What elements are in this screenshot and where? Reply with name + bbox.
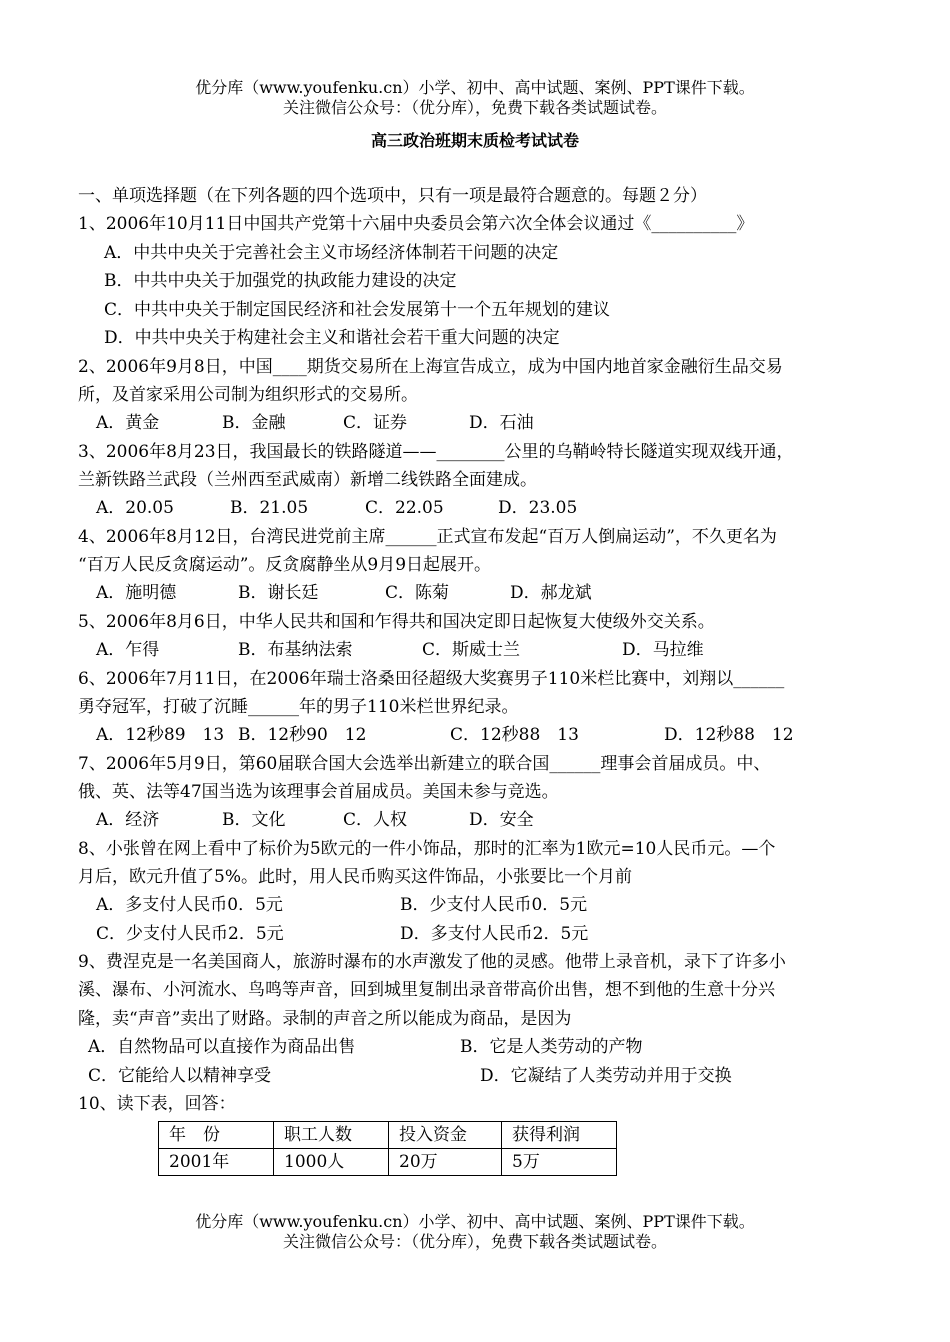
question-6-option-a: A．12秒89 13 [96,725,225,745]
question-1-option-d: D．中共中央关于构建社会主义和谐社会若干重大问题的决定 [104,328,560,348]
question-6-line-1: 6、2006年7月11日，在2006年瑞士洛桑田径超级大奖赛男子110米栏比赛中，刘翔以______ [78,669,785,689]
question-3-option-c: C．22.05 [365,498,444,518]
question-8-line-1: 8、小张曾在网上看中了标价为5欧元的一件小饰品，那时的汇率为1欧元=10人民币元。—个 [78,839,776,859]
table-header-row [159,1122,617,1149]
question-4-option-a: A．施明德 [96,583,177,603]
question-6-option-d: D．12秒88 12 [664,725,794,745]
table-row [159,1149,617,1176]
footer-line-1: 优分库（www.youfenku.cn）小学、初中、高中试题、案例、PPT课件下载。 [195,1212,755,1231]
question-7-option-d: D．安全 [469,810,534,830]
data-table [158,1121,617,1176]
question-3-option-d: D．23.05 [498,498,578,518]
question-7-option-b: B．文化 [222,810,286,830]
page-title: 高三政治班期末质检考试试卷 [370,131,579,150]
table-header-cell: 获得利润 [502,1122,617,1149]
question-9-option-c: C．它能给人以精神享受 [88,1066,272,1086]
question-8-option-a: A．多支付人民币0．5元 [96,895,283,915]
question-9-line-2: 溪、瀑布、小河流水、鸟鸣等声音，回到城里复制出录音带高价出售，想不到他的生意十分兴 [78,980,775,1000]
question-8-option-d: D．多支付人民币2．5元 [400,924,589,944]
question-10-stem: 10、读下表，回答： [78,1094,236,1114]
question-4-line-2: “百万人民反贪腐运动”。反贪腐静坐从9月9日起展开。 [78,555,492,575]
footer-line-2: 关注微信公众号：（优分库），免费下载各类试题试卷。 [282,1232,667,1251]
question-4-option-d: D．郝龙斌 [510,583,592,603]
table-header-cell: 职工人数 [274,1122,389,1149]
question-5-option-b: B．布基纳法索 [238,640,353,660]
question-9-line-3: 隆，卖“声音”卖出了财路。录制的声音之所以能成为商品，是因为 [78,1009,572,1029]
question-7-line-1: 7、2006年5月9日，第60届联合国大会选举出新建立的联合国______理事会首届成员。中、 [78,754,771,774]
question-1-option-c: C．中共中央关于制定国民经济和社会发展第十一个五年规划的建议 [104,300,611,320]
question-9-option-a: A．自然物品可以直接作为商品出售 [88,1037,356,1057]
question-5-option-c: C．斯威士兰 [422,640,521,660]
question-3-line-1: 3、2006年8月23日，我国最长的铁路隧道——________公里的乌鞘岭特长隧道实现双线开通， [78,442,794,462]
question-4-line-1: 4、2006年8月12日，台湾民进党前主席______正式宣布发起“百万人倒扁运动”，不久更名为 [78,527,777,547]
table-header-cell: 年 份 [159,1122,274,1149]
question-5-option-d: D．马拉维 [622,640,704,660]
question-9-option-d: D．它凝结了人类劳动并用于交换 [480,1066,732,1086]
question-7-option-c: C．人权 [343,810,408,830]
question-1-stem: 1、2006年10月11日中国共产党第十六届中央委员会第六次全体会议通过《__________》 [78,214,754,234]
question-2-option-a: A．黄金 [96,413,160,433]
question-5-stem: 5、2006年8月6日，中华人民共和国和乍得共和国决定即日起恢复大使级外交关系。 [78,612,715,632]
question-8-option-b: B．少支付人民币0．5元 [400,895,588,915]
question-2-option-b: B．金融 [222,413,286,433]
question-6-option-c: C．12秒88 13 [450,725,579,745]
question-6-line-2: 勇夺冠军，打破了沉睡______年的男子110米栏世界纪录。 [78,697,519,717]
question-7-line-2: 俄、英、法等47国当选为该理事会首届成员。美国未参与竞选。 [78,782,559,802]
question-3-option-b: B．21.05 [230,498,309,518]
question-9-line-1: 9、费涅克是一名美国商人，旅游时瀑布的水声激发了他的灵感。他带上录音机，录下了许多小 [78,952,786,972]
section-heading: 一、单项选择题（在下列各题的四个选项中，只有一项是最符合题意的。每题２分） [78,186,707,206]
table-cell: 2001年 [159,1149,274,1176]
question-2-option-c: C．证券 [343,413,408,433]
table-cell: 5万 [502,1149,617,1176]
question-1-option-b: B．中共中央关于加强党的执政能力建设的决定 [104,271,457,291]
question-4-option-c: C．陈菊 [385,583,450,603]
header-line-2: 关注微信公众号：（优分库），免费下载各类试题试卷。 [282,98,667,117]
question-9-option-b: B．它是人类劳动的产物 [460,1037,643,1057]
table-header-cell: 投入资金 [389,1122,502,1149]
question-6-option-b: B．12秒90 12 [238,725,367,745]
question-3-line-2: 兰新铁路兰武段（兰州西至武威南）新增二线铁路全面建成。 [78,470,537,490]
table-cell: 1000人 [274,1149,389,1176]
table-cell: 20万 [389,1149,502,1176]
header-line-1: 优分库（www.youfenku.cn）小学、初中、高中试题、案例、PPT课件下载。 [195,78,755,97]
question-8-line-2: 月后，欧元升值了5%。此时，用人民币购买这件饰品，小张要比一个月前 [78,867,632,887]
question-2-line-1: 2、2006年9月8日，中国____期货交易所在上海宣告成立，成为中国内地首家金融衍生品交易 [78,357,783,377]
question-2-option-d: D．石油 [469,413,534,433]
question-2-line-2: 所，及首家采用公司制为组织形式的交易所。 [78,385,418,405]
question-5-option-a: A．乍得 [96,640,160,660]
question-8-option-c: C．少支付人民币2．5元 [96,924,284,944]
question-1-option-a: A．中共中央关于完善社会主义市场经济体制若干问题的决定 [104,243,559,263]
question-3-option-a: A．20.05 [96,498,174,518]
question-4-option-b: B．谢长廷 [238,583,319,603]
question-7-option-a: A．经济 [96,810,160,830]
